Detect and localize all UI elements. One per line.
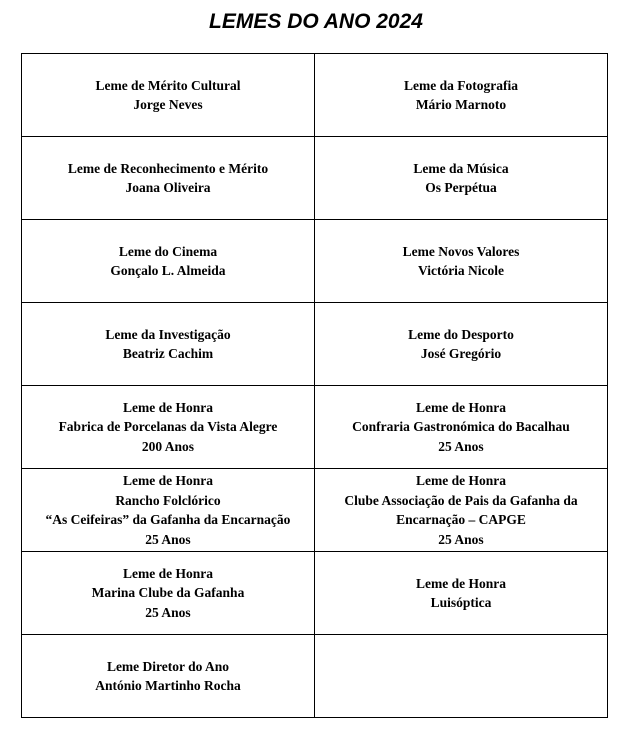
award-recipient-line: “As Ceifeiras” da Gafanha da Encarnação: [45, 512, 291, 527]
award-category: Leme da Fotografia: [404, 77, 518, 93]
award-category: Leme da Música: [413, 160, 509, 176]
table-row: [22, 303, 608, 386]
award-recipient-line: Jorge Neves: [133, 97, 203, 112]
award-cell: [315, 552, 608, 635]
award-recipient-line: Os Perpétua: [425, 180, 497, 195]
award-category: Leme de Honra: [123, 399, 213, 415]
award-cell: [22, 303, 315, 386]
award-recipient-line: Victória Nicole: [417, 263, 505, 278]
award-category: Leme Novos Valores: [402, 243, 520, 259]
table-row: [22, 386, 608, 469]
award-cell: [315, 469, 608, 552]
award-category: Leme do Desporto: [408, 326, 514, 342]
award-recipient-line: Mário Marnoto: [415, 97, 507, 112]
award-recipient-line: Luisóptica: [430, 595, 492, 610]
award-category: Leme Diretor do Ano: [106, 658, 230, 674]
award-cell: [315, 386, 608, 469]
table-row: [22, 137, 608, 220]
award-recipient-line: 200 Anos: [141, 438, 195, 454]
award-recipient-line: 25 Anos: [438, 438, 484, 454]
award-recipient-line: Confraria Gastronómica do Bacalhau: [352, 419, 570, 435]
award-category: Leme da Investigação: [105, 326, 231, 342]
award-cell: [315, 54, 608, 137]
award-cell: [22, 552, 315, 635]
award-cell: [22, 54, 315, 137]
award-category: Leme de Mérito Cultural: [95, 77, 241, 93]
award-recipient-line: Clube Associação de Pais da Gafanha da: [344, 492, 578, 508]
award-cell: [315, 303, 608, 386]
table-row: [22, 469, 608, 552]
award-recipient-line: António Martinho Rocha: [95, 678, 241, 693]
awards-table: [21, 53, 608, 718]
award-recipient-line: Gonçalo L. Almeida: [110, 263, 226, 278]
award-recipient-line: Encarnação – CAPGE: [396, 512, 526, 527]
award-cell: [22, 469, 315, 552]
award-cell: [315, 635, 608, 718]
table-row: [22, 552, 608, 635]
award-category: Leme do Cinema: [118, 243, 218, 259]
award-category: Leme de Honra: [123, 565, 213, 581]
award-category: Leme de Reconhecimento e Mérito: [67, 160, 269, 176]
award-recipient-line: 25 Anos: [145, 604, 191, 620]
award-cell: [315, 220, 608, 303]
award-recipient-line: José Gregório: [420, 346, 502, 361]
award-cell: [22, 635, 315, 718]
table-row: [22, 54, 608, 137]
award-category: Leme de Honra: [416, 399, 506, 415]
award-recipient-line: Marina Clube da Gafanha: [91, 585, 245, 601]
award-cell: [22, 386, 315, 469]
table-row: [22, 220, 608, 303]
table-row: [22, 635, 608, 718]
award-cell: [22, 137, 315, 220]
award-cell: [22, 220, 315, 303]
page-title: LEMES DO ANO 2024: [209, 10, 423, 33]
award-recipient-line: Joana Oliveira: [125, 180, 211, 195]
award-cell: [315, 137, 608, 220]
award-recipient-line: Beatriz Cachim: [122, 346, 214, 361]
award-category: Leme de Honra: [123, 473, 213, 488]
award-recipient-line: Fabrica de Porcelanas da Vista Alegre: [58, 419, 278, 435]
award-recipient-line: 25 Anos: [438, 531, 484, 547]
award-category: Leme de Honra: [416, 575, 506, 591]
award-recipient-line: Rancho Folclórico: [115, 492, 221, 508]
award-category: Leme de Honra: [416, 473, 506, 488]
award-recipient-line: 25 Anos: [145, 531, 191, 547]
